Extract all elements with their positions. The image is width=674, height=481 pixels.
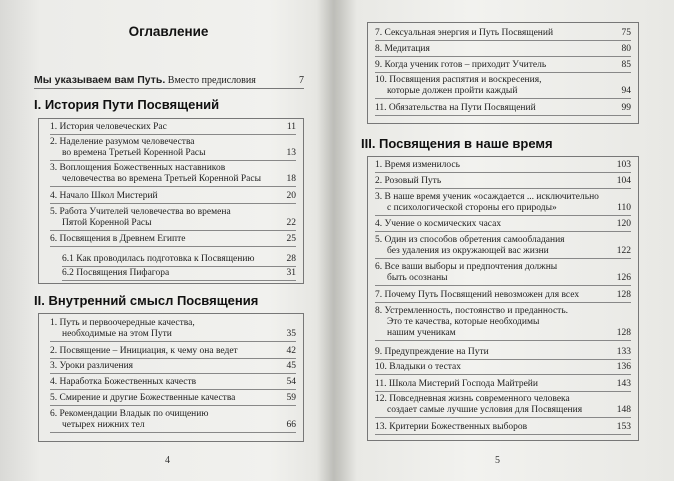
intro-page: 7 [299, 75, 304, 86]
page-number-left: 4 [165, 455, 170, 466]
toc-entry-page: 103 [616, 160, 631, 170]
toc-entry [375, 219, 631, 232]
toc-entry [375, 75, 631, 99]
toc-entry-page: 126 [616, 273, 631, 283]
toc-entry [50, 137, 296, 161]
toc-entry [375, 290, 631, 303]
toc-entry [50, 191, 296, 204]
toc-entry-text: быть осознаны [387, 273, 448, 283]
toc-entry-page: 25 [286, 234, 296, 244]
toc-entry-text: 1. Путь и первоочередные качества, [50, 318, 195, 328]
page-number-right: 5 [495, 455, 500, 466]
toc-entry-page: 75 [621, 28, 631, 38]
toc-entry-page: 54 [286, 377, 296, 387]
toc-entry [50, 346, 296, 359]
toc-entry [375, 262, 631, 286]
toc-title: Оглавление [128, 24, 209, 39]
toc-entry [375, 60, 631, 73]
toc-entry-text: 11. Школа Мистерий Господа Майтрейи [375, 379, 538, 389]
toc-entry [375, 44, 631, 57]
toc-entry [50, 361, 296, 374]
toc-entry [50, 207, 296, 231]
toc-entry-page: 45 [286, 361, 296, 371]
toc-entry [50, 318, 296, 342]
toc-entry [375, 192, 631, 216]
toc-entry-page: 85 [621, 60, 631, 70]
toc-entry-text: человечества во времена Третьей Коренной Расы [62, 174, 261, 184]
toc-entry-page: 110 [617, 203, 631, 213]
toc-entry-page: 94 [621, 86, 631, 96]
toc-entry-text: 8. Медитация [375, 44, 430, 54]
toc-entry-text: 5. Смирение и другие Божественные качества [50, 393, 236, 403]
toc-entry [375, 28, 631, 41]
toc-entry-page: 20 [286, 191, 296, 201]
toc-entry [375, 379, 631, 392]
toc-entry-text: 4. Учение о космических часах [375, 219, 502, 229]
toc-entry [50, 377, 296, 390]
toc-entry [62, 268, 296, 281]
toc-entry-page: 31 [286, 268, 296, 278]
toc-entry [375, 306, 631, 341]
toc-entry-text: нашим ученикам [387, 328, 456, 338]
toc-entry-page: 133 [616, 347, 631, 357]
toc-entry-text: с психологической стороны его природы» [387, 203, 557, 213]
toc-entry-page: 42 [286, 346, 296, 356]
toc-entry-text: 3. Уроки различения [50, 361, 134, 371]
toc-entry [50, 393, 296, 406]
intro-bold: Мы указываем вам Путь. [34, 74, 166, 86]
toc-entry-page: 18 [286, 174, 296, 184]
toc-entry-text: 3. В наше время ученик «осаждается ... исключительно [375, 192, 599, 202]
toc-entry-text: 4. Начало Школ Мистерий [50, 191, 158, 201]
toc-entry-page: 13 [286, 148, 296, 158]
toc-entry [375, 422, 631, 435]
toc-entry-text: 5. Один из способов обретения самообладания [375, 235, 565, 245]
toc-entry-text: 3. Воплощения Божественных наставников [50, 163, 226, 173]
toc-entry-text: которые должен пройти каждый [387, 86, 518, 96]
toc-entry-text: необходимые на этом Пути [62, 329, 172, 339]
toc-entry-text: 6.1 Как проводилась подготовка к Посвящению [62, 254, 255, 264]
toc-entry-text: 8. Устремленность, постоянство и преданность. [375, 306, 569, 316]
toc-entry [50, 409, 296, 433]
toc-entry-text: 1. История человеческих Рас [50, 122, 167, 132]
toc-entry-text: 2. Розовый Путь [375, 176, 442, 186]
section3-title: III. Посвящения в наше время [361, 136, 553, 151]
toc-entry-text: 13. Критерии Божественных выборов [375, 422, 528, 432]
toc-entry [375, 362, 631, 375]
toc-entry [50, 122, 296, 135]
toc-entry-text: 9. Когда ученик готов – приходит Учитель [375, 60, 547, 70]
toc-entry-page: 28 [286, 254, 296, 264]
toc-entry-text: 7. Почему Путь Посвящений невозможен для всех [375, 290, 580, 300]
toc-entry-text: 1. Время изменилось [375, 160, 460, 170]
toc-entry-text: 4. Наработка Божественных качеств [50, 377, 197, 387]
toc-entry-text: 9. Предупреждение на Пути [375, 347, 489, 357]
toc-entry-text: четырех нижних тел [62, 420, 145, 430]
intro-entry [34, 74, 304, 89]
toc-entry [50, 163, 296, 187]
toc-entry-page: 143 [616, 379, 631, 389]
toc-entry-page: 128 [616, 328, 631, 338]
intro-rest: Вместо предисловия [165, 75, 256, 86]
toc-entry-text: 6.2 Посвящения Пифагора [62, 268, 170, 278]
toc-entry-page: 59 [286, 393, 296, 403]
toc-entry-page: 153 [616, 422, 631, 432]
toc-entry [375, 160, 631, 173]
toc-entry-page: 80 [621, 44, 631, 54]
toc-entry-page: 22 [286, 218, 296, 228]
toc-entry-page: 99 [621, 103, 631, 113]
toc-entry-text: 7. Сексуальная энергия и Путь Посвящений [375, 28, 554, 38]
toc-entry-page: 148 [616, 405, 631, 415]
toc-entry-text: во времена Третьей Коренной Расы [62, 148, 206, 158]
toc-entry [375, 235, 631, 259]
toc-entry-text: 2. Наделение разумом человечества [50, 137, 195, 147]
toc-entry [375, 394, 631, 418]
toc-entry-page: 11 [286, 122, 296, 132]
toc-entry-page: 136 [616, 362, 631, 372]
toc-entry [375, 103, 631, 116]
toc-entry-page: 104 [616, 176, 631, 186]
toc-entry-text: без удаления из окружающей вас жизни [387, 246, 549, 256]
toc-entry-text: 10. Посвящения распятия и воскресения, [375, 75, 542, 85]
toc-entry-page: 128 [616, 290, 631, 300]
toc-entry [375, 347, 631, 360]
toc-entry-text: Это те качества, которые необходимы [387, 317, 540, 327]
toc-entry-text: 6. Рекомендации Владык по очищению [50, 409, 209, 419]
toc-entry-page: 122 [616, 246, 631, 256]
toc-entry-text: 11. Обязательства на Пути Посвящений [375, 103, 536, 113]
section1-title: I. История Пути Посвящений [34, 97, 220, 112]
right-page [337, 0, 674, 481]
toc-entry-text: создает самые лучшие условия для Посвящения [387, 405, 583, 415]
toc-entry-page: 35 [286, 329, 296, 339]
toc-entry [375, 176, 631, 189]
toc-entry-page: 66 [286, 420, 296, 430]
toc-entry-text: 6. Посвящения в Древнем Египте [50, 234, 186, 244]
toc-entry-text: 12. Повседневная жизнь современного человека [375, 394, 570, 404]
toc-entry-text: 5. Работа Учителей человечества во времена [50, 207, 231, 217]
toc-entry [62, 254, 296, 267]
section2-title: II. Внутренний смысл Посвящения [34, 293, 259, 308]
toc-entry-text: 2. Посвящение – Инициация, к чему она ведет [50, 346, 238, 356]
toc-entry-text: Пятой Коренной Расы [62, 218, 152, 228]
toc-entry [50, 234, 296, 247]
toc-entry-page: 120 [616, 219, 631, 229]
toc-entry-text: 6. Все ваши выборы и предпочтения должны [375, 262, 558, 272]
toc-entry-text: 10. Владыки о тестах [375, 362, 462, 372]
